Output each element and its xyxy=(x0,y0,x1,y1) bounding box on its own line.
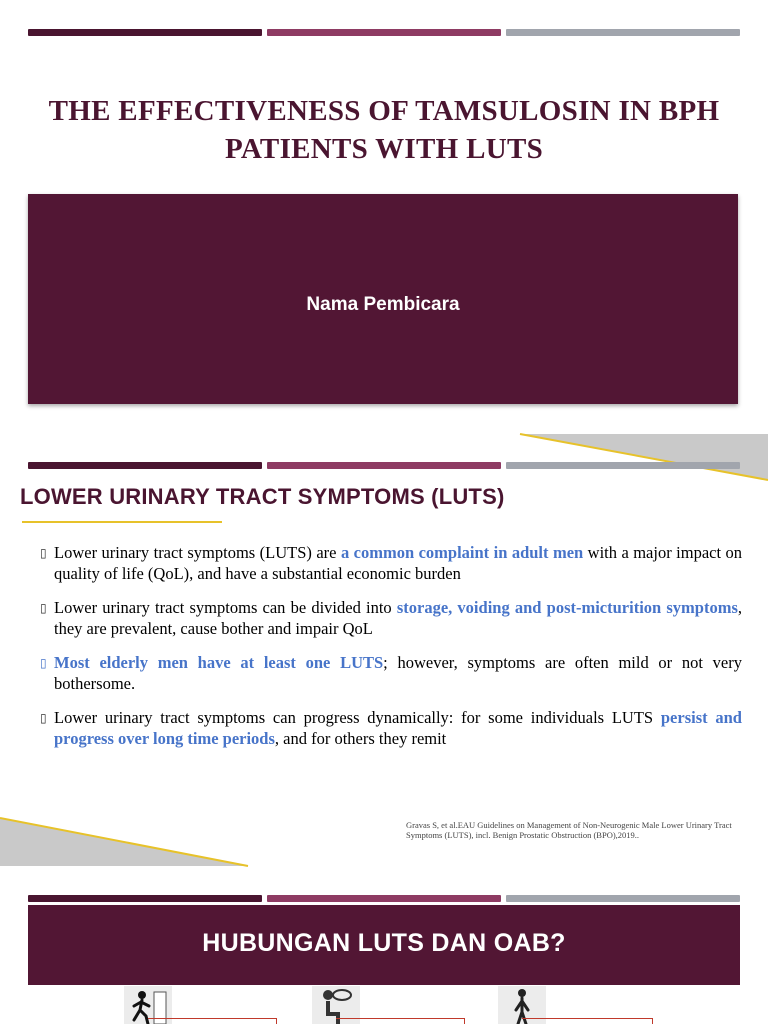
slide2-color-bars xyxy=(28,462,740,469)
luts-bullet-list xyxy=(40,542,742,762)
diagram-connector xyxy=(336,1018,464,1019)
bullet-icon: ▯ xyxy=(40,656,47,670)
bar-maroon xyxy=(28,462,262,469)
title-underline xyxy=(22,521,222,523)
luts-section-title: LOWER URINARY TRACT SYMPTOMS (LUTS) xyxy=(20,484,505,509)
bullet-icon: ▯ xyxy=(40,546,47,560)
list-item: ▯ Lower urinary tract symptoms can be divided into storage, voiding and post-micturition symptoms, they are prevalent, cause bother and impair QoL xyxy=(40,598,743,638)
list-item: ▯ Lower urinary tract symptoms (LUTS) are a common complaint in adult men with a major impact on quality of life (QoL), and have a substantial economic burden xyxy=(40,543,743,583)
bar-plum xyxy=(267,462,501,469)
reference-citation: Gravas S, et al.EAU Guidelines on Management of Non-Neurogenic Male Lower Urinary Tract Symptoms (LUTS), incl. Benign Prostatic Obstruction (BPO),2019.. xyxy=(406,820,732,840)
presentation-title: THE EFFECTIVENESS OF TAMSULOSIN IN BPH PATIENTS WITH LUTS xyxy=(48,95,720,165)
diagram-connector xyxy=(464,1018,465,1024)
hubungan-title: HUBUNGAN LUTS DAN OAB? xyxy=(202,929,566,957)
slide3-color-bars xyxy=(28,895,740,902)
diagram-connector xyxy=(522,1018,652,1019)
diagram-connector xyxy=(652,1018,653,1024)
speaker-name: Nama Pembicara xyxy=(306,294,460,315)
bullet-icon: ▯ xyxy=(40,711,47,725)
list-item: ▯ Lower urinary tract symptoms can progress dynamically: for some individuals LUTS persist and progress over long time periods, and for others they remit xyxy=(40,708,742,748)
bar-grey xyxy=(506,895,740,902)
diagram-connector xyxy=(276,1018,277,1024)
diagram-connector xyxy=(148,1018,276,1019)
list-item: ▯ Most elderly men have at least one LUTS; however, symptoms are often mild or not very bothersome. xyxy=(40,653,742,693)
bar-grey xyxy=(506,462,740,469)
bar-plum xyxy=(267,895,501,902)
bullet-icon: ▯ xyxy=(40,601,47,615)
bar-maroon xyxy=(28,895,262,902)
hubungan-banner xyxy=(28,905,740,985)
